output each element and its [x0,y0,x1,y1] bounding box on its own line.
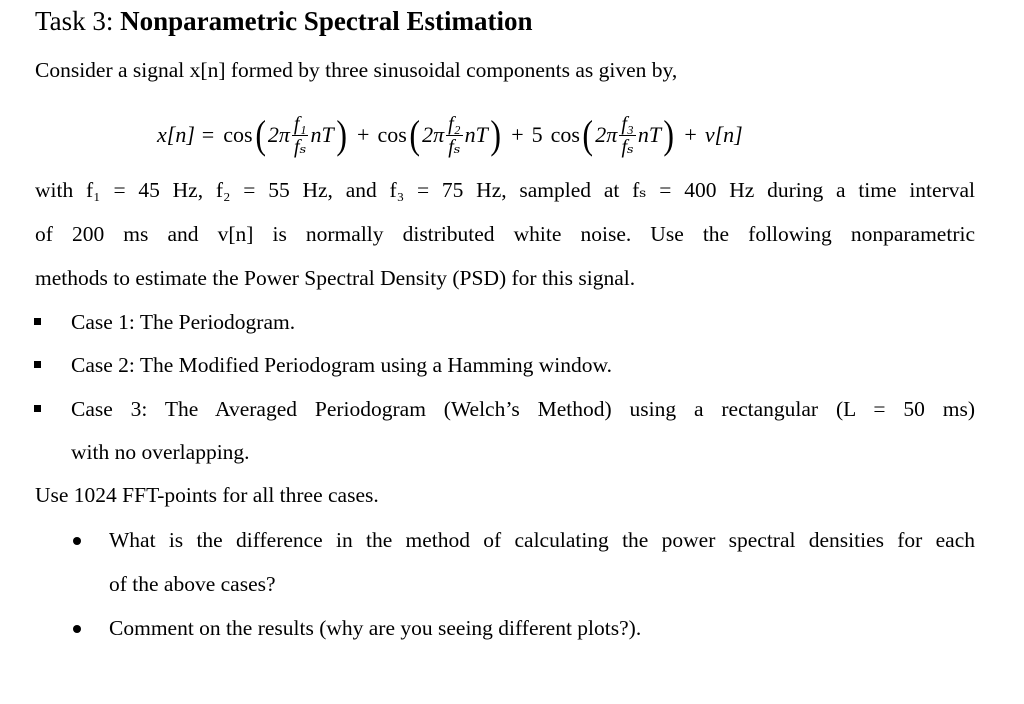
paragraph-line-1: with f₁ = 45 Hz, f₂ = 55 Hz, and f₃ = 75 Hz, sampled at fₛ = 400 Hz during a time interval [35,178,975,202]
eq-coef-3: 5 [531,122,543,147]
eq-frac-1: $\frac{\text{f₁}}{\text{fₛ}}$ [293,112,307,158]
square-bullet-icon [34,361,41,368]
round-bullet-icon [73,625,81,633]
eq-cos-1: cos [223,122,253,147]
eq-cos-2: cos [377,122,407,147]
intro-line: Consider a signal x[n] formed by three sinusoidal components as given by, [35,58,678,82]
eq-frac-3: $\frac{\text{f₃}}{\text{fₛ}}$ [621,112,634,158]
case-1: Case 1: The Periodogram. [71,310,296,334]
case-3-cont: with no overlapping. [71,440,250,464]
eq-nt-3: nT [637,122,662,147]
eq-nt-2: nT [464,122,488,147]
title-bold: Nonparametric Spectral Estimation [120,6,533,36]
eq-plus-3: + [684,122,697,147]
fft-note: Use 1024 FFT-points for all three cases. [35,483,379,507]
question-1: What is the difference in the method of calculating the power spectral densities for each [109,528,975,552]
case-3: Case 3: The Averaged Periodogram (Welch’s Method) using a rectangular (L = 50 ms) [71,397,975,421]
title-prefix: Task 3: [35,6,121,36]
eq-noise: v[n] [704,122,743,147]
question-1-cont: of the above cases? [109,572,276,596]
eq-nt-1: nT [310,122,334,147]
task-title [35,4,533,38]
eq-2pi-2: 2π [422,122,445,147]
eq-frac-2: $\frac{\text{f₂}}{\text{fₛ}}$ [448,112,461,158]
eq-plus-1: + [357,122,370,147]
paragraph-line-3: methods to estimate the Power Spectral Density (PSD) for this signal. [35,266,636,290]
paragraph-line-2: of 200 ms and v[n] is normally distributed white noise. Use the following nonparametric [35,222,975,246]
eq-cos-3: cos [550,122,580,147]
question-2: Comment on the results (why are you seeing different plots?). [109,616,642,640]
eq-2pi-1: 2π [267,122,290,147]
square-bullet-icon [34,318,41,325]
eq-lhs: x[n] = [157,122,216,147]
eq-2pi-3: 2π [595,122,618,147]
eq-plus-2: + [511,122,524,147]
round-bullet-icon [73,537,81,545]
case-2: Case 2: The Modified Periodogram using a Hamming window. [71,353,613,377]
square-bullet-icon [34,405,41,412]
signal-equation: x[n] = cos ( 2π $\frac{\text{f₁}}{\text{fₛ}}$ nT ) + cos ( 2π $\frac{\text{f₂}}{\text{fₛ}}$ nT ) + 5 cos ( 2π $\frac{\text{f₃}}{\text{fₛ}}$ nT ) + v[n] [157,112,743,158]
